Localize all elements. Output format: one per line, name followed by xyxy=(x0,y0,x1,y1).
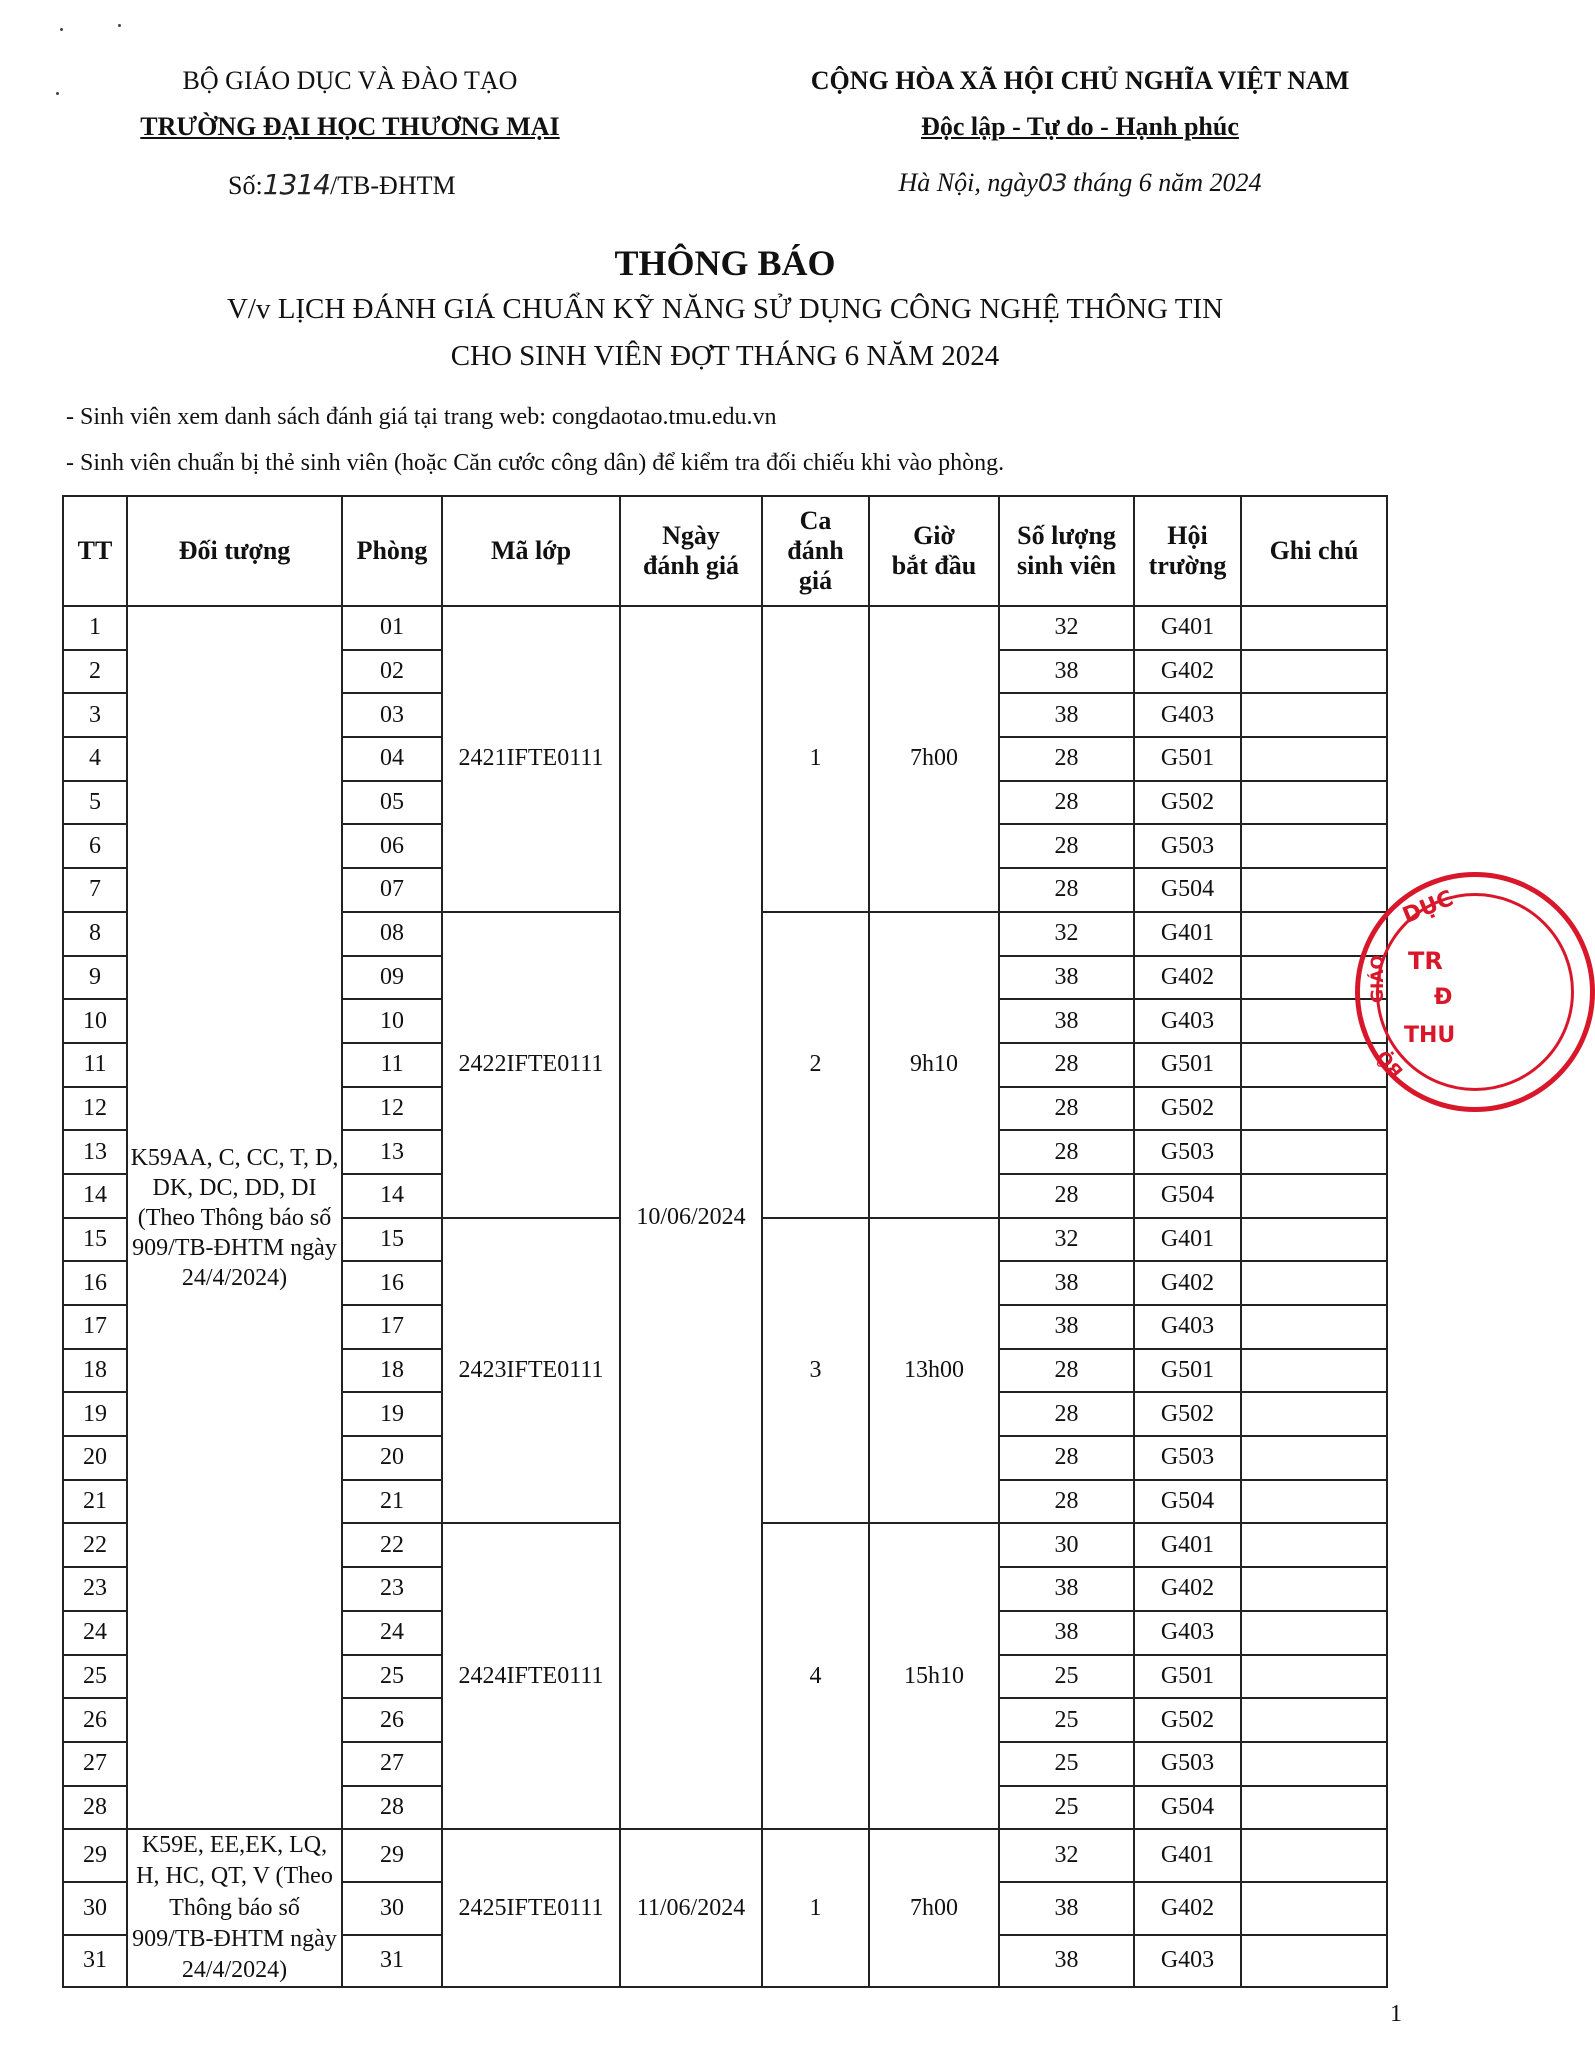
cell-ghi-chu xyxy=(1241,1087,1387,1131)
cell-ca-danh-gia: 1 xyxy=(762,1829,869,1987)
cell-tt: 31 xyxy=(63,1935,127,1988)
cell-tt: 12 xyxy=(63,1087,127,1131)
table-header-row xyxy=(63,496,1387,606)
cell-so-luong: 25 xyxy=(999,1786,1134,1830)
cell-hoi-truong: G503 xyxy=(1134,1436,1241,1480)
cell-ma-lop: 2425IFTE0111 xyxy=(442,1829,620,1987)
cell-phong: 11 xyxy=(342,1043,442,1087)
cell-phong: 01 xyxy=(342,606,442,650)
header-ngay-danh-gia xyxy=(620,496,762,606)
cell-phong: 03 xyxy=(342,693,442,737)
cell-ghi-chu xyxy=(1241,1786,1387,1830)
cell-ghi-chu xyxy=(1241,1305,1387,1349)
header-ma-lop: Mã lớp xyxy=(442,496,620,606)
document-number-handwritten: 1314 xyxy=(262,168,330,201)
cell-ca-danh-gia: 3 xyxy=(762,1218,869,1524)
cell-so-luong: 28 xyxy=(999,1349,1134,1393)
document-number xyxy=(228,168,456,201)
cell-gio-bat-dau: 13h00 xyxy=(869,1218,999,1524)
cell-ghi-chu xyxy=(1241,1829,1387,1882)
cell-phong: 18 xyxy=(342,1349,442,1393)
scan-speck xyxy=(60,28,63,31)
cell-so-luong: 32 xyxy=(999,912,1134,956)
cell-tt: 9 xyxy=(63,956,127,1000)
cell-ma-lop: 2422IFTE0111 xyxy=(442,912,620,1218)
cell-hoi-truong: G502 xyxy=(1134,1698,1241,1742)
cell-ghi-chu xyxy=(1241,606,1387,650)
cell-tt: 7 xyxy=(63,868,127,912)
cell-so-luong: 32 xyxy=(999,1218,1134,1262)
header-ngay-line2: đánh giá xyxy=(642,551,740,580)
cell-ghi-chu xyxy=(1241,1392,1387,1436)
stamp-text-left: GIÁO xyxy=(1367,955,1388,1003)
cell-ghi-chu xyxy=(1241,1567,1387,1611)
cell-phong: 23 xyxy=(342,1567,442,1611)
cell-ghi-chu xyxy=(1241,693,1387,737)
header-ca-line3: giá xyxy=(798,565,833,595)
header-gio-line2: bắt đầu xyxy=(891,551,977,580)
cell-ghi-chu xyxy=(1241,868,1387,912)
table-row xyxy=(63,1829,1387,1882)
date-day-handwritten: 03 xyxy=(1037,169,1067,197)
cell-ca-danh-gia: 1 xyxy=(762,606,869,912)
cell-ghi-chu xyxy=(1241,650,1387,694)
stamp-text-bottom-left: BỘ xyxy=(1373,1045,1408,1082)
cell-ghi-chu xyxy=(1241,1655,1387,1699)
cell-phong: 30 xyxy=(342,1882,442,1935)
cell-tt: 30 xyxy=(63,1882,127,1935)
stamp-text-top: DỤC xyxy=(1399,886,1458,929)
cell-hoi-truong: G402 xyxy=(1134,956,1241,1000)
cell-hoi-truong: G504 xyxy=(1134,1174,1241,1218)
cell-ghi-chu xyxy=(1241,824,1387,868)
header-gio-line1: Giờ xyxy=(913,521,955,551)
cell-ghi-chu xyxy=(1241,1218,1387,1262)
cell-phong: 07 xyxy=(342,868,442,912)
cell-phong: 29 xyxy=(342,1829,442,1882)
header-gio-bat-dau xyxy=(869,496,999,606)
cell-hoi-truong: G502 xyxy=(1134,1392,1241,1436)
cell-tt: 21 xyxy=(63,1480,127,1524)
cell-hoi-truong: G402 xyxy=(1134,1261,1241,1305)
cell-tt: 26 xyxy=(63,1698,127,1742)
cell-tt: 17 xyxy=(63,1305,127,1349)
table-row xyxy=(63,606,1387,650)
cell-gio-bat-dau: 7h00 xyxy=(869,606,999,912)
notice-subject-line2: CHO SINH VIÊN ĐỢT THÁNG 6 NĂM 2024 xyxy=(450,340,1000,372)
cell-ma-lop: 2421IFTE0111 xyxy=(442,606,620,912)
header-sl-line2: sinh viên xyxy=(1017,551,1116,580)
header-ht-line2: trường xyxy=(1148,551,1227,580)
cell-tt: 14 xyxy=(63,1174,127,1218)
cell-ghi-chu xyxy=(1241,1523,1387,1567)
cell-so-luong: 28 xyxy=(999,868,1134,912)
cell-hoi-truong: G502 xyxy=(1134,1087,1241,1131)
university-name: TRƯỜNG ĐẠI HỌC THƯƠNG MẠI xyxy=(140,112,560,141)
cell-tt: 2 xyxy=(63,650,127,694)
cell-so-luong: 32 xyxy=(999,606,1134,650)
cell-tt: 6 xyxy=(63,824,127,868)
cell-phong: 12 xyxy=(342,1087,442,1131)
header-so-luong xyxy=(999,496,1134,606)
cell-phong: 22 xyxy=(342,1523,442,1567)
cell-tt: 13 xyxy=(63,1130,127,1174)
cell-ghi-chu xyxy=(1241,1261,1387,1305)
stamp-inner-text-3: THU xyxy=(1404,1023,1456,1048)
cell-tt: 15 xyxy=(63,1218,127,1262)
cell-ghi-chu xyxy=(1241,1742,1387,1786)
cell-gio-bat-dau: 9h10 xyxy=(869,912,999,1218)
cell-ghi-chu xyxy=(1241,1043,1387,1087)
cell-phong: 21 xyxy=(342,1480,442,1524)
date-prefix: Hà Nội, ngày xyxy=(898,168,1038,197)
date-suffix: tháng 6 năm 2024 xyxy=(1072,168,1262,197)
cell-so-luong: 28 xyxy=(999,737,1134,781)
cell-hoi-truong: G502 xyxy=(1134,781,1241,825)
cell-phong: 13 xyxy=(342,1130,442,1174)
cell-so-luong: 28 xyxy=(999,1392,1134,1436)
cell-tt: 24 xyxy=(63,1611,127,1655)
cell-phong: 20 xyxy=(342,1436,442,1480)
cell-tt: 16 xyxy=(63,1261,127,1305)
cell-tt: 18 xyxy=(63,1349,127,1393)
cell-hoi-truong: G401 xyxy=(1134,1829,1241,1882)
cell-hoi-truong: G401 xyxy=(1134,1218,1241,1262)
cell-phong: 26 xyxy=(342,1698,442,1742)
cell-ghi-chu xyxy=(1241,1698,1387,1742)
cell-ma-lop: 2423IFTE0111 xyxy=(442,1218,620,1524)
cell-hoi-truong: G403 xyxy=(1134,1611,1241,1655)
cell-phong: 16 xyxy=(342,1261,442,1305)
cell-hoi-truong: G403 xyxy=(1134,1305,1241,1349)
cell-so-luong: 38 xyxy=(999,1935,1134,1988)
cell-so-luong: 38 xyxy=(999,999,1134,1043)
cell-phong: 28 xyxy=(342,1786,442,1830)
cell-ghi-chu xyxy=(1241,781,1387,825)
cell-phong: 08 xyxy=(342,912,442,956)
cell-hoi-truong: G504 xyxy=(1134,1480,1241,1524)
cell-ghi-chu xyxy=(1241,1480,1387,1524)
cell-so-luong: 25 xyxy=(999,1698,1134,1742)
header-ngay-line1: Ngày xyxy=(662,521,720,551)
cell-so-luong: 25 xyxy=(999,1655,1134,1699)
cell-phong: 15 xyxy=(342,1218,442,1262)
cell-phong: 19 xyxy=(342,1392,442,1436)
cell-tt: 27 xyxy=(63,1742,127,1786)
cell-so-luong: 28 xyxy=(999,1130,1134,1174)
cell-phong: 10 xyxy=(342,999,442,1043)
header-ca-line2: đánh xyxy=(787,536,844,566)
cell-tt: 10 xyxy=(63,999,127,1043)
cell-hoi-truong: G501 xyxy=(1134,1655,1241,1699)
cell-ngay-danh-gia: 11/06/2024 xyxy=(620,1829,762,1987)
document-number-suffix: /TB-ĐHTM xyxy=(329,171,456,200)
cell-ghi-chu xyxy=(1241,1882,1387,1935)
cell-ghi-chu xyxy=(1241,1349,1387,1393)
cell-so-luong: 28 xyxy=(999,781,1134,825)
cell-doi-tuong-group2: K59E, EE,EK, LQ, H, HC, QT, V (Theo Thông báo số 909/TB-ĐHTM ngày 24/4/2024) xyxy=(127,1829,342,1987)
header-ghi-chu: Ghi chú xyxy=(1241,496,1387,606)
cell-phong: 31 xyxy=(342,1935,442,1988)
cell-tt: 28 xyxy=(63,1786,127,1830)
cell-tt: 25 xyxy=(63,1655,127,1699)
cell-phong: 27 xyxy=(342,1742,442,1786)
header-tt: TT xyxy=(63,496,127,606)
cell-so-luong: 28 xyxy=(999,1087,1134,1131)
header-ht-line1: Hội xyxy=(1167,521,1208,551)
cell-so-luong: 30 xyxy=(999,1523,1134,1567)
cell-ghi-chu xyxy=(1241,1611,1387,1655)
cell-so-luong: 28 xyxy=(999,1174,1134,1218)
scan-speck xyxy=(118,24,121,27)
stamp-inner-text-2: Đ xyxy=(1434,985,1453,1010)
cell-hoi-truong: G503 xyxy=(1134,1742,1241,1786)
cell-hoi-truong: G503 xyxy=(1134,824,1241,868)
note-id-card: - Sinh viên chuẩn bị thẻ sinh viên (hoặc Căn cước công dân) để kiểm tra đối chiếu khi vào phòng. xyxy=(66,450,1005,476)
cell-gio-bat-dau: 15h10 xyxy=(869,1523,999,1829)
header-ca-danh-gia xyxy=(762,496,869,606)
cell-so-luong: 38 xyxy=(999,1261,1134,1305)
cell-phong: 09 xyxy=(342,956,442,1000)
cell-phong: 04 xyxy=(342,737,442,781)
cell-hoi-truong: G501 xyxy=(1134,1349,1241,1393)
cell-tt: 1 xyxy=(63,606,127,650)
cell-phong: 25 xyxy=(342,1655,442,1699)
cell-gio-bat-dau: 7h00 xyxy=(869,1829,999,1987)
cell-ca-danh-gia: 4 xyxy=(762,1523,869,1829)
header-phong: Phòng xyxy=(342,496,442,606)
ministry-name: BỘ GIÁO DỤC VÀ ĐÀO TẠO xyxy=(182,66,518,95)
cell-tt: 29 xyxy=(63,1829,127,1882)
cell-phong: 02 xyxy=(342,650,442,694)
notice-subject-line1: V/v LỊCH ĐÁNH GIÁ CHUẨN KỸ NĂNG SỬ DỤNG CÔNG NGHỆ THÔNG TIN xyxy=(226,293,1224,325)
schedule-table xyxy=(62,495,1388,1988)
cell-phong: 14 xyxy=(342,1174,442,1218)
cell-hoi-truong: G501 xyxy=(1134,1043,1241,1087)
cell-tt: 5 xyxy=(63,781,127,825)
header-hoi-truong xyxy=(1134,496,1241,606)
cell-doi-tuong-group1: K59AA, C, CC, T, D, DK, DC, DD, DI (Theo Thông báo số 909/TB-ĐHTM ngày 24/4/2024) xyxy=(127,606,342,1829)
header-ca-line1: Ca xyxy=(799,506,832,536)
national-motto: Độc lập - Tự do - Hạnh phúc xyxy=(921,112,1239,141)
cell-hoi-truong: G504 xyxy=(1134,1786,1241,1830)
cell-tt: 4 xyxy=(63,737,127,781)
cell-hoi-truong: G402 xyxy=(1134,650,1241,694)
cell-so-luong: 38 xyxy=(999,650,1134,694)
cell-phong: 17 xyxy=(342,1305,442,1349)
cell-so-luong: 28 xyxy=(999,824,1134,868)
cell-ca-danh-gia: 2 xyxy=(762,912,869,1218)
cell-hoi-truong: G403 xyxy=(1134,1935,1241,1988)
cell-so-luong: 38 xyxy=(999,956,1134,1000)
cell-so-luong: 28 xyxy=(999,1043,1134,1087)
cell-tt: 3 xyxy=(63,693,127,737)
official-seal-stamp xyxy=(1355,872,1595,1112)
cell-so-luong: 38 xyxy=(999,1567,1134,1611)
cell-hoi-truong: G501 xyxy=(1134,737,1241,781)
header-sl-line1: Số lượng xyxy=(1017,521,1116,551)
note-website: - Sinh viên xem danh sách đánh giá tại trang web: congdaotao.tmu.edu.vn xyxy=(66,404,777,430)
cell-phong: 06 xyxy=(342,824,442,868)
page-number: 1 xyxy=(1390,2001,1402,2027)
notice-title: THÔNG BÁO xyxy=(614,243,836,283)
cell-so-luong: 28 xyxy=(999,1480,1134,1524)
cell-hoi-truong: G503 xyxy=(1134,1130,1241,1174)
cell-so-luong: 25 xyxy=(999,1742,1134,1786)
cell-ghi-chu xyxy=(1241,737,1387,781)
cell-tt: 22 xyxy=(63,1523,127,1567)
cell-tt: 11 xyxy=(63,1043,127,1087)
cell-hoi-truong: G402 xyxy=(1134,1567,1241,1611)
cell-so-luong: 38 xyxy=(999,1882,1134,1935)
cell-ma-lop: 2424IFTE0111 xyxy=(442,1523,620,1829)
cell-so-luong: 38 xyxy=(999,1305,1134,1349)
cell-hoi-truong: G401 xyxy=(1134,912,1241,956)
cell-ghi-chu xyxy=(1241,1130,1387,1174)
cell-phong: 05 xyxy=(342,781,442,825)
cell-ngay-danh-gia: 10/06/2024 xyxy=(620,606,762,1829)
cell-ghi-chu xyxy=(1241,1174,1387,1218)
cell-so-luong: 28 xyxy=(999,1436,1134,1480)
document-date xyxy=(770,168,1390,198)
cell-tt: 19 xyxy=(63,1392,127,1436)
cell-hoi-truong: G401 xyxy=(1134,606,1241,650)
header-doi-tuong: Đối tượng xyxy=(127,496,342,606)
stamp-inner-text-1: TR xyxy=(1408,947,1443,975)
cell-so-luong: 38 xyxy=(999,1611,1134,1655)
cell-tt: 23 xyxy=(63,1567,127,1611)
nation-name: CỘNG HÒA XÃ HỘI CHỦ NGHĨA VIỆT NAM xyxy=(810,66,1350,95)
cell-phong: 24 xyxy=(342,1611,442,1655)
cell-ghi-chu xyxy=(1241,1935,1387,1988)
cell-so-luong: 38 xyxy=(999,693,1134,737)
cell-tt: 8 xyxy=(63,912,127,956)
cell-hoi-truong: G402 xyxy=(1134,1882,1241,1935)
document-number-label: Số: xyxy=(228,171,263,200)
cell-hoi-truong: G401 xyxy=(1134,1523,1241,1567)
cell-tt: 20 xyxy=(63,1436,127,1480)
cell-so-luong: 32 xyxy=(999,1829,1134,1882)
cell-hoi-truong: G403 xyxy=(1134,693,1241,737)
cell-hoi-truong: G403 xyxy=(1134,999,1241,1043)
cell-hoi-truong: G504 xyxy=(1134,868,1241,912)
cell-ghi-chu xyxy=(1241,1436,1387,1480)
scan-speck xyxy=(56,92,59,95)
